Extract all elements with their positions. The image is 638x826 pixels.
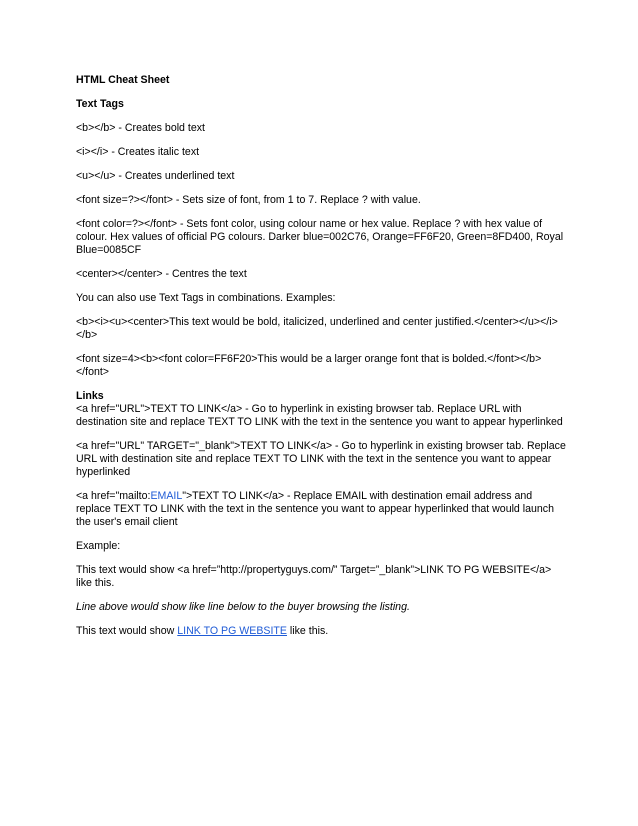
mailto-paragraph (76, 490, 566, 529)
center-tag-line: <center></center> - Centres the text (76, 268, 247, 280)
mailto-email-placeholder: EMAIL (150, 490, 183, 502)
example-label: Example: (76, 540, 121, 552)
underline-tag-line: <u></u> - Creates underlined text (76, 170, 235, 182)
section-heading-links: Links (76, 390, 104, 402)
result-suffix: like this. (286, 625, 329, 637)
document-body (76, 74, 566, 649)
italic-tag-line: <i></i> - Creates italic text (76, 146, 200, 158)
link-tag-paragraph-1: <a href="URL">TEXT TO LINK</a> - Go to hyperlink in existing browser tab. Replace URL with destination site and replace TEXT TO LINK with the text in the sentence you want to appear hyperlinked (76, 403, 563, 428)
combinations-intro: You can also use Text Tags in combinations. Examples: (76, 292, 336, 304)
font-size-tag-line: <font size=?></font> - Sets size of font, from 1 to 7. Replace ? with value. (76, 194, 421, 206)
link-tag-paragraph-2: <a href="URL" TARGET="_blank">TEXT TO LINK</a> - Go to hyperlink in existing browser tab. Replace URL with destination site and replace TEXT TO LINK with the text in the sentence you want to appear hyperlinked (76, 440, 566, 478)
result-prefix: This text would show (76, 625, 178, 637)
result-line (76, 625, 566, 638)
section-heading-text-tags: Text Tags (76, 98, 124, 110)
mailto-suffix: ">TEXT TO LINK</a> - Replace EMAIL with destination email address and replace TEXT TO LINK with the text in the sentence you want to appear hyperlinked that would launch the user's email client (76, 490, 554, 528)
example-code-paragraph: This text would show <a href=”http://propertyguys.com/” Target=”_blank”>LINK TO PG WEBSITE</a> like this. (76, 564, 552, 589)
pg-website-link[interactable]: LINK TO PG WEBSITE (177, 625, 287, 637)
document-title: HTML Cheat Sheet (76, 74, 170, 86)
bold-tag-line: <b></b> - Creates bold text (76, 122, 205, 134)
example-note: Line above would show like line below to the buyer browsing the listing. (76, 601, 410, 613)
combo-example-2: <font size=4><b><font color=FF6F20>This would be a larger orange font that is bolded.</font></b></font> (76, 353, 542, 378)
combo-example-1: <b><i><u><center>This text would be bold, italicized, underlined and center justified.</center></u></i></b> (76, 316, 558, 341)
font-color-tag-paragraph: <font color=?></font> - Sets font color, using colour name or hex value. Replace ? with hex value of colour. Hex values of official PG colours. Darker blue=002C76, Orange=FF6F20, Green=8FD400, Royal Blue=0085CF (76, 218, 564, 256)
mailto-prefix: <a href="mailto: (76, 490, 151, 502)
